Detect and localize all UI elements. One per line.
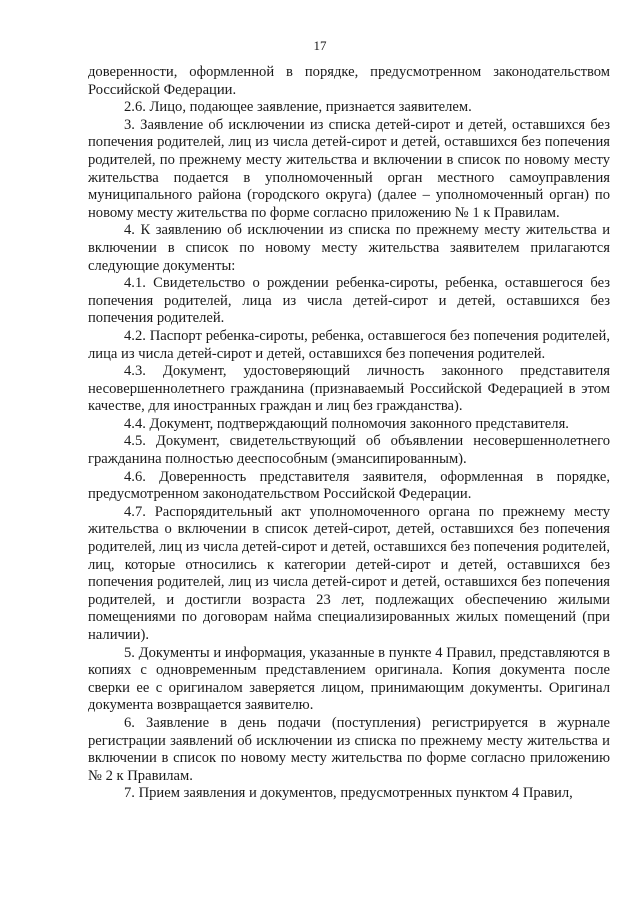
paragraph-3: 3. Заявление об исключении из списка детей-сирот и детей, оставшихся без попечения родителей, лиц из числа детей-сирот и детей, оставшихся без попечения родителей, по прежнему месту жительства и включении в список по новому месту жительства подается в уполномоченный орган местного самоуправления муниципального района (городского округа) (далее – уполномоченный орган) по новому месту жительства по форме согласно приложению № 1 к Правилам.: [88, 116, 610, 221]
paragraph-2-6: 2.6. Лицо, подающее заявление, признается заявителем.: [124, 99, 472, 116]
paragraph-4-4: 4.4. Документ, подтверждающий полномочия законного представителя.: [124, 415, 569, 432]
paragraph-4-1: 4.1. Свидетельство о рождении ребенка-сироты, ребенка, оставшегося без попечения родителей, лица из числа детей-сирот и детей, оставшихся без попечения родителей.: [88, 275, 610, 327]
paragraph-5: 5. Документы и информация, указанные в пункте 4 Правил, представляются в копиях с одновременным представлением оригинала. Копия документа после сверки ее с оригиналом заверяется лицом, принимающим документы. Оригинал документа возвращается заявителю.: [88, 644, 610, 714]
paragraph-4-3: 4.3. Документ, удостоверяющий личность законного представителя несовершеннолетнего гражданина (признаваемый Российской Федерацией в этом качестве, для иностранных граждан и лиц без гражданства).: [88, 363, 610, 415]
paragraph-4-7: 4.7. Распорядительный акт уполномоченного органа по прежнему месту жительства о включении в список детей-сирот, детей, оставшихся без попечения родителей, лиц из числа детей-сирот и детей, оставшихся без попечения родителей, лиц, которые относились к категории детей-сирот и детей, оставшихся без попечения родителей, лиц из числа детей-сирот и детей, оставшихся без попечения родителей, и достигли возраста 23 лет, подлежащих обеспечению жилыми помещениями по договорам найма специализированных жилых помещений (при наличии).: [88, 503, 610, 643]
paragraph-4-2: 4.2. Паспорт ребенка-сироты, ребенка, оставшегося без попечения родителей, лица из числа детей-сирот и детей, оставшихся без попечения родителей.: [88, 327, 610, 362]
paragraph-4-5: 4.5. Документ, свидетельствующий об объявлении несовершеннолетнего гражданина полностью дееспособным (эмансипированным).: [88, 433, 610, 468]
document-body: [88, 64, 610, 803]
paragraph-4: 4. К заявлению об исключении из списка по прежнему месту жительства и включении в список по новому месту жительства заявителем прилагаются следующие документы:: [88, 222, 610, 274]
page-number: 17: [313, 38, 327, 53]
paragraph-4-6: 4.6. Доверенность представителя заявителя, оформленная в порядке, предусмотренном законодательством Российской Федерации.: [88, 468, 610, 503]
paragraph-6: 6. Заявление в день подачи (поступления) регистрируется в журнале регистрации заявлений об исключении из списка по прежнему месту жительства и включении в список по новому месту жительства по форме согласно приложению № 2 к Правилам.: [88, 714, 610, 784]
paragraph-7: 7. Прием заявления и документов, предусмотренных пунктом 4 Правил,: [124, 785, 573, 802]
paragraph-continuation: доверенности, оформленной в порядке, предусмотренном законодательством Российской Федерации.: [88, 64, 610, 98]
